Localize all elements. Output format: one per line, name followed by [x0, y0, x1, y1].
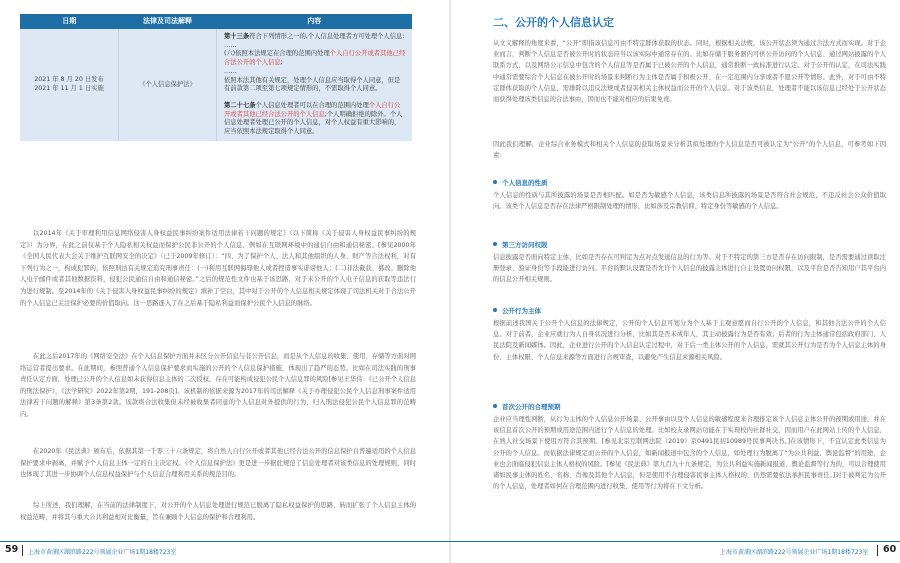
- table-cell-law: 《个人信息保护法》: [119, 29, 217, 141]
- paragraph-text: 在此之后2017年的《网络安全法》在个人信息保护方面并未区分公开信息与非公开信息，而是从个人信息的收集、使用、存储等方面对网络运营者提出要求。在此期间，参照普通个人信息保护要求而实施的公开的个人信息保护措施，体现出了趋严的态势。比如在司法实践的刑事责任认定方面，处理已公开的个人信息如未获得信息主体的二次授权，存在可能构成侵犯公民个人信息罪的风险[参见王华伟：《已公开个人信息的刑法保护》，《法学研究》2022年第2期，191-208页]。该机制的依据来源为2017年的司法解释《关于办理侵犯公民个人信息刑事案件适用法律若干问题的解释》第3条第2款。该款将合法收集但未经被收集者同意的个人信息对外提供的行为，归入刑法侵犯公民个人信息罪的范畴内。: [20, 353, 417, 418]
- table-header-content: 内容: [217, 14, 413, 29]
- publish-date: 2021 年 8 月 20 日发布: [34, 76, 104, 84]
- footer-separator: [877, 545, 878, 556]
- page-number-left: 59: [5, 544, 19, 555]
- section-title: 二、公开的个人信息认定: [493, 16, 614, 29]
- law-table: [20, 14, 412, 141]
- article-27-highlight: 个人自行公开或者其他已经合法公开的个人信息: [224, 101, 401, 118]
- heading-text: 首次公开的合理预期: [502, 403, 561, 411]
- left-footer: [0, 541, 450, 560]
- subsection-heading-4: [493, 402, 561, 411]
- item-6: [224, 50, 406, 67]
- right-footer: [450, 541, 900, 560]
- left-paragraph-2: [20, 351, 416, 421]
- article-13-tail: 依照本法其他有关规定，处理个人信息应当取得个人同意，但是有前款第二项至第七项规定情形的，不需取得个人同意。: [224, 76, 401, 93]
- paragraph-text: 信息披露是否面向特定主体，比如是否存在可判定为点对点发送信息的行为等。对于不特定的第三方是否存在访问限制，是否需要通过读取注册登录、验证身份等手段能进行访问。平台的默认设置是否允许个人信息的披露主体进行自主设置访问权限，以及平台是否告知用户其平台内的信息公开相关规则。: [493, 254, 886, 284]
- effective-date: 2021 年 11 月 1 日实施: [34, 84, 104, 92]
- table-header-law: 法律及司法解释: [119, 14, 217, 29]
- item-6-pre: (六)依照本法规定在合理的范围内处理: [224, 50, 330, 58]
- heading-text: 个人信息的性质: [502, 179, 548, 187]
- paragraph-text: 因此我们理解，企业综合业务模式和相关个人信息的获取场景来分析其拟处理的个人信息是否可被认定为“公开”的个人信息，可参考如下因素：: [493, 141, 886, 160]
- left-paragraph-1: [20, 228, 416, 309]
- footer-address: 上海市黄浦区湖滨路222号领展企业广场1期18楼723室: [720, 549, 869, 556]
- paragraph-text: 从文义解释的角度来看，“公开”即指该信息可由不特定群体获取的状态。同时，根据相关法规，该公开状态须为通过合法方式而实现。对于企业而言，判断个人信息是否被公开时的状态应当以该实际中通常存在的。比如存储于服务器内可供公开访问的个人信息、通过网站披露的个人联系方式，以及网络公示信息中包含的个人信息等是否属于已被公开的个人信息，通常推断一致标准进行认定。对于公开的认定，在司法实践中通常需要综合个人信息在被公开时的场景来判断行为主体是否属于积极公开、在一定范围内分享或者不愿公开等情形。此外，对于可由不特定群体获取的个人信息，需排除以违反法规或者侵害相关主体权益而公开的个人信息。对于该类信息，处理者不能以该信息已经处于公开状态而获得处理该类信息的合法事由，因而也不能对相应的后果免责。: [493, 40, 886, 104]
- table-header-date: 日期: [20, 14, 119, 29]
- article-13: [224, 33, 406, 42]
- page-number-right: 60: [883, 544, 897, 555]
- paragraph-text: 企业应当理性判断，从行为主体的个人信息公开场景、公开事由以及个人信息的敏感程度来合理推定该个人信息主体公开的预期或用途，并在该信息首次公开的预期或用途范围内进行个人信息的处理。比如校友录网站功能在于实现校内社群社交，因而用户在此网站上传的个人信息，在熟人社交场景下使用方符合其预期。[参见北京互联网法院（2019）京0491民初10989号民事判决书。]在该情形下，不宜认定此类信息为公开的个人信息。而依据法律规定而公开的个人信息，如新闻报道中包含的个人信息，如处理行为脱离了“为公共利益、舆论监督”的用途，企业也会面临侵犯信息主体人格权的风险。[参见《民法典》第九百九十九条规定，为公共利益实施新闻报道、舆论监督等行为的，可以合理使用诸如民事主体的姓名、名称、肖像及其他个人信息，但是使用不合理侵害民事主体人格权的，仍然需要依法承担民事责任。]对于被判定为公开的个人信息，处理者如何在合理范围内进行收集、使用等行为将在下文分析。: [493, 416, 886, 491]
- subsection-heading-2: [493, 240, 548, 249]
- article-27-title: 第二十七条: [224, 101, 256, 109]
- left-paragraph-4: [20, 500, 416, 523]
- table-cell-content: [217, 29, 413, 141]
- subsection-heading-1: [493, 178, 548, 187]
- footer-separator: [22, 545, 23, 556]
- table-cell-date: [20, 29, 119, 141]
- item-6-post: ;: [280, 59, 283, 67]
- paragraph-text: 以2014年《关于审理利用信息网络侵害人身权益民事纠纷案件适用法律若干问题的规定》（以下简称《关于侵害人身权益民事纠纷的规定》）为分界，在此之前仅基于个人隐私相关权益而保护公民非公开的个人信息，例如在互联网环境中的通信自由和通信秘密。[参见2000年《全国人民代表大会关于维护互联网安全的决定》（已于2009年修订）：“四、为了保护个人、法人和其他组织的人身、财产等合法权利，对有下列行为之一，构成犯罪的，依照刑法有关规定追究刑事责任：(一)利用互联网侮辱他人或者捏造事实诽谤他人；(二)非法截获、篡改、删除他人电子邮件或者其他数据资料，侵犯公民通信自由和通信秘密。”之后的规范性文件也基于该思路，对于未公开的个人电子信息的获取等违法行为进行规制。至2014年的《关于侵害人身权益民事纠纷的规定》填补了空白，其中对于公开的个人信息相关规定体现了司法机关对于合法公开的个人信息已关注保护必要的价值取向。这一思路逐入了在之后基于隐私利益而保护公民个人信息的脉络。: [20, 230, 416, 307]
- bullet-icon: [493, 308, 497, 312]
- right-intro-2: [493, 139, 886, 161]
- table-header-row: [20, 14, 412, 29]
- subsection-text-3: [493, 318, 886, 363]
- bullet-icon: [493, 404, 497, 408]
- right-page: [450, 0, 900, 563]
- paragraph-text: 根据前述我国关于公开个人信息的法律规定，公开的个人信息可划分为个人基于主观意愿而自行公开的个人信息，和其他合法公开的个人信息。对于前者，企业应就行为人自身状况进行分析，比如其是否未成年人，其主动披露行为是否有效；后者的行为主体通常包括政府部门、人民法院及新闻媒体。因此，企业进行公开的个人信息认定过程中，对于后一类主体公开的个人信息，需就其公开行为是否为个人信息主体的身份、主体权限、个人信息来源等方面进行合规审查，以避免产生信息来源相关风险。: [493, 320, 886, 361]
- article-27: [224, 102, 406, 137]
- left-paragraph-3: [20, 446, 416, 481]
- heading-text: 公开行为主体: [502, 307, 541, 315]
- subsection-text-2: [493, 252, 886, 286]
- paragraph-text: 个人信息的性质与其所披露的场景是否相匹配。如是否为敏感个人信息，该类信息所披露的场景是否符合社会规范，不违反社会公众价值取向。该类个人信息是否存在法律严格限制处理的情形，比如涉及宗教信仰、特定身份等敏感的个人信息。: [493, 192, 886, 211]
- article-13-title: 第十三条: [224, 33, 250, 40]
- item-6-highlight: 个人自行公开或者其他已经合法公开的个人信息: [224, 50, 406, 67]
- paragraph-text: 在2020年《民法典》颁布后，依据其第一千零三十六条规定，将自然人自行公开或者其他已经合法公开的信息保护自普遍适用的个人信息保护要求中剥离，并赋予个人信息主体一定的自主决定权。《个人信息保护法》更是进一步据此规范了信息处理者对该类信息的处理规则，同时也体现了其进一步协调个人信息权益保护与个人信息合理利用关系的规范目的。: [20, 448, 416, 479]
- table-row: [20, 29, 412, 141]
- article-27-post: ;个人明确拒绝的除外。个人信息处理者处理已公开的个人信息，对个人权益有重大影响的，应当依照本法规定取得个人同意。: [224, 110, 403, 136]
- subsection-text-1: [493, 190, 886, 212]
- article-27-pre: 个人信息处理者可以在合理的范围内处理: [255, 101, 369, 109]
- right-intro-1: [493, 38, 886, 105]
- ellipsis-2: ……: [224, 67, 237, 75]
- ellipsis-1: ……: [224, 41, 237, 49]
- footer-address: 上海市黄浦区湖滨路222号领展企业广场1期18楼723室: [28, 549, 177, 556]
- heading-text: 第三方访问权限: [502, 241, 548, 249]
- paragraph-text: 综上所述，我们理解，在当前的法律制度下，对公开的个人信息处理进行规范已脱离了隐私权益保护的思路，转而扩张了个人信息主体的权益范畴，并将其与重大公共利益相对比衡量，旨在兼顾个人信息的保护和合理利用。: [20, 502, 416, 521]
- subsection-text-4: [493, 414, 886, 492]
- bullet-icon: [493, 242, 497, 246]
- bullet-icon: [493, 180, 497, 184]
- article-13-intro: 符合下列情形之一的,个人信息处理者方可处理个人信息:: [249, 33, 405, 40]
- subsection-heading-3: [493, 306, 541, 315]
